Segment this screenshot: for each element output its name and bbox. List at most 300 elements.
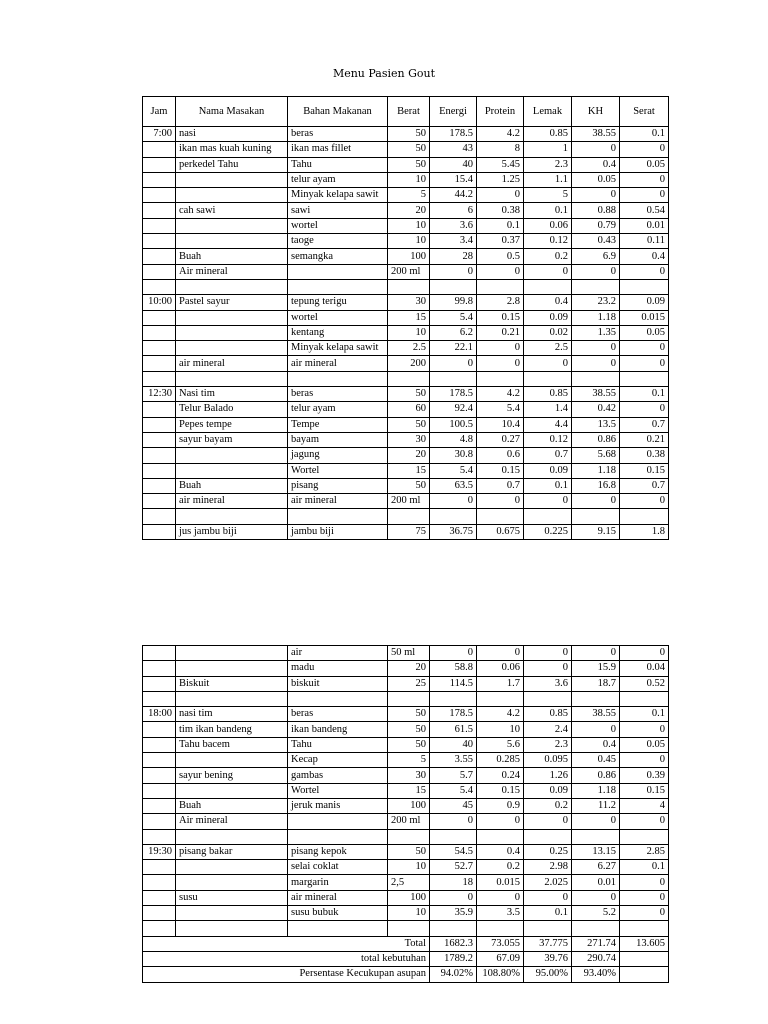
nama-masakan-cell: ikan mas kuah kuning xyxy=(176,142,288,157)
nama-masakan-cell xyxy=(176,448,288,463)
lemak-cell xyxy=(524,279,572,294)
jam-cell xyxy=(143,478,176,493)
bahan-makanan-cell: Tahu xyxy=(288,737,388,752)
table-row xyxy=(143,371,669,386)
serat-cell: 0.7 xyxy=(620,417,669,432)
lemak-cell: 1.1 xyxy=(524,172,572,187)
serat-cell: 4 xyxy=(620,798,669,813)
serat-cell: 0 xyxy=(620,142,669,157)
bahan-makanan-cell: air xyxy=(288,646,388,661)
kh-cell: 38.55 xyxy=(572,707,620,722)
bahan-makanan-cell: biskuit xyxy=(288,676,388,691)
energi-cell: 18 xyxy=(430,875,477,890)
protein-cell: 10 xyxy=(477,722,524,737)
protein-cell: 0.2 xyxy=(477,860,524,875)
nama-masakan-cell xyxy=(176,325,288,340)
nama-masakan-cell: Nasi tim xyxy=(176,387,288,402)
nama-masakan-cell xyxy=(176,783,288,798)
serat-cell xyxy=(620,371,669,386)
serat-cell: 0.54 xyxy=(620,203,669,218)
lemak-cell xyxy=(524,691,572,706)
berat-cell: 30 xyxy=(388,768,430,783)
jam-cell xyxy=(143,860,176,875)
jam-cell xyxy=(143,310,176,325)
kh-cell: 13.5 xyxy=(572,417,620,432)
energi-cell: 3.4 xyxy=(430,234,477,249)
protein-cell xyxy=(477,921,524,936)
lemak-cell: 5 xyxy=(524,188,572,203)
serat-cell: 0 xyxy=(620,341,669,356)
table-row xyxy=(143,875,669,890)
kh-cell: 0.42 xyxy=(572,402,620,417)
nama-masakan-cell xyxy=(176,661,288,676)
protein-cell: 0.285 xyxy=(477,753,524,768)
lemak-cell: 0 xyxy=(524,814,572,829)
jam-cell xyxy=(143,188,176,203)
energi-summary-cell: 1682.3 xyxy=(430,936,477,951)
bahan-makanan-cell: wortel xyxy=(288,310,388,325)
protein-cell: 0 xyxy=(477,264,524,279)
berat-cell: 75 xyxy=(388,524,430,539)
jam-cell xyxy=(143,661,176,676)
bahan-makanan-cell: Wortel xyxy=(288,463,388,478)
nama-masakan-cell xyxy=(176,921,288,936)
protein-cell: 0.21 xyxy=(477,325,524,340)
bahan-makanan-cell: Tempe xyxy=(288,417,388,432)
kh-cell: 6.27 xyxy=(572,860,620,875)
jam-cell xyxy=(143,341,176,356)
berat-cell: 50 xyxy=(388,844,430,859)
berat-cell: 10 xyxy=(388,234,430,249)
summary-row xyxy=(143,936,669,951)
summary-row xyxy=(143,951,669,966)
serat-cell: 0.11 xyxy=(620,234,669,249)
lemak-cell: 0.85 xyxy=(524,387,572,402)
lemak-cell: 0.1 xyxy=(524,906,572,921)
nama-masakan-cell: sayur bening xyxy=(176,768,288,783)
berat-cell: 20 xyxy=(388,448,430,463)
table-row xyxy=(143,860,669,875)
kh-cell: 0.43 xyxy=(572,234,620,249)
jam-cell xyxy=(143,371,176,386)
lemak-summary-cell: 39.76 xyxy=(524,951,572,966)
kh-cell: 0 xyxy=(572,188,620,203)
jam-cell xyxy=(143,402,176,417)
table-row xyxy=(143,906,669,921)
serat-cell: 0.38 xyxy=(620,448,669,463)
nama-masakan-cell xyxy=(176,646,288,661)
protein-cell xyxy=(477,371,524,386)
berat-cell: 20 xyxy=(388,661,430,676)
nama-masakan-cell: tim ikan bandeng xyxy=(176,722,288,737)
lemak-cell: 0 xyxy=(524,646,572,661)
protein-cell xyxy=(477,509,524,524)
nama-masakan-cell xyxy=(176,172,288,187)
energi-cell: 6 xyxy=(430,203,477,218)
lemak-cell: 0 xyxy=(524,890,572,905)
lemak-cell xyxy=(524,829,572,844)
lemak-cell: 0.02 xyxy=(524,325,572,340)
bahan-makanan-cell: beras xyxy=(288,127,388,142)
kh-cell: 0.01 xyxy=(572,875,620,890)
berat-cell: 20 xyxy=(388,203,430,218)
energi-cell: 3.55 xyxy=(430,753,477,768)
kh-cell xyxy=(572,829,620,844)
lemak-cell xyxy=(524,921,572,936)
kh-cell: 0.4 xyxy=(572,737,620,752)
serat-cell: 0.52 xyxy=(620,676,669,691)
jam-cell xyxy=(143,432,176,447)
energi-cell: 0 xyxy=(430,264,477,279)
energi-cell: 100.5 xyxy=(430,417,477,432)
bahan-makanan-cell: gambas xyxy=(288,768,388,783)
table-row xyxy=(143,127,669,142)
protein-cell: 5.6 xyxy=(477,737,524,752)
kh-cell: 6.9 xyxy=(572,249,620,264)
kh-cell: 0 xyxy=(572,341,620,356)
summary-label: total kebutuhan xyxy=(143,951,430,966)
lemak-cell xyxy=(524,371,572,386)
bahan-makanan-cell xyxy=(288,921,388,936)
serat-cell: 0 xyxy=(620,172,669,187)
kh-cell xyxy=(572,279,620,294)
energi-cell: 28 xyxy=(430,249,477,264)
lemak-cell: 0 xyxy=(524,661,572,676)
energi-cell xyxy=(430,691,477,706)
serat-cell: 0 xyxy=(620,646,669,661)
protein-cell: 0.5 xyxy=(477,249,524,264)
bahan-makanan-cell: wortel xyxy=(288,218,388,233)
protein-summary-cell: 67.09 xyxy=(477,951,524,966)
berat-cell: 50 xyxy=(388,142,430,157)
table-row xyxy=(143,203,669,218)
nama-masakan-cell: nasi tim xyxy=(176,707,288,722)
bahan-makanan-cell: air mineral xyxy=(288,494,388,509)
column-header-protein: Protein xyxy=(477,97,524,127)
nama-masakan-cell: pisang bakar xyxy=(176,844,288,859)
jam-cell: 18:00 xyxy=(143,707,176,722)
lemak-summary-cell: 37.775 xyxy=(524,936,572,951)
lemak-cell: 0.85 xyxy=(524,127,572,142)
protein-cell: 0.38 xyxy=(477,203,524,218)
jam-cell xyxy=(143,829,176,844)
kh-summary-cell: 93.40% xyxy=(572,967,620,982)
lemak-cell: 0.095 xyxy=(524,753,572,768)
serat-cell: 0.4 xyxy=(620,249,669,264)
table-row xyxy=(143,753,669,768)
serat-cell: 0.1 xyxy=(620,127,669,142)
bahan-makanan-cell: jagung xyxy=(288,448,388,463)
summary-row xyxy=(143,967,669,982)
kh-cell: 0 xyxy=(572,356,620,371)
berat-cell: 100 xyxy=(388,890,430,905)
berat-cell xyxy=(388,509,430,524)
protein-cell: 3.5 xyxy=(477,906,524,921)
energi-cell: 0 xyxy=(430,356,477,371)
energi-cell: 61.5 xyxy=(430,722,477,737)
protein-cell: 0 xyxy=(477,890,524,905)
serat-cell: 0.05 xyxy=(620,737,669,752)
bahan-makanan-cell: Wortel xyxy=(288,783,388,798)
serat-cell: 0.7 xyxy=(620,478,669,493)
table-row xyxy=(143,463,669,478)
berat-cell: 10 xyxy=(388,325,430,340)
nama-masakan-cell xyxy=(176,234,288,249)
energi-cell: 35.9 xyxy=(430,906,477,921)
table-row xyxy=(143,295,669,310)
jam-cell xyxy=(143,768,176,783)
protein-cell: 0.15 xyxy=(477,310,524,325)
protein-cell: 0 xyxy=(477,494,524,509)
bahan-makanan-cell: telur ayam xyxy=(288,172,388,187)
bahan-makanan-cell: telur ayam xyxy=(288,402,388,417)
jam-cell xyxy=(143,814,176,829)
jam-cell xyxy=(143,753,176,768)
jam-cell xyxy=(143,524,176,539)
jam-cell xyxy=(143,234,176,249)
kh-cell: 0 xyxy=(572,890,620,905)
lemak-cell: 0.7 xyxy=(524,448,572,463)
protein-cell: 0.675 xyxy=(477,524,524,539)
bahan-makanan-cell: Kecap xyxy=(288,753,388,768)
table-row xyxy=(143,814,669,829)
protein-cell: 0.24 xyxy=(477,768,524,783)
bahan-makanan-cell: air mineral xyxy=(288,890,388,905)
serat-summary-cell xyxy=(620,951,669,966)
nama-masakan-cell: cah sawi xyxy=(176,203,288,218)
serat-cell: 0 xyxy=(620,402,669,417)
lemak-cell: 0 xyxy=(524,356,572,371)
kh-cell: 0.88 xyxy=(572,203,620,218)
protein-cell: 1.7 xyxy=(477,676,524,691)
nama-masakan-cell: Telur Balado xyxy=(176,402,288,417)
energi-cell: 178.5 xyxy=(430,707,477,722)
energi-cell: 178.5 xyxy=(430,387,477,402)
berat-cell: 50 xyxy=(388,127,430,142)
energi-cell: 114.5 xyxy=(430,676,477,691)
kh-cell: 23.2 xyxy=(572,295,620,310)
bahan-makanan-cell: kentang xyxy=(288,325,388,340)
energi-cell: 40 xyxy=(430,737,477,752)
kh-cell: 0.79 xyxy=(572,218,620,233)
table-row xyxy=(143,737,669,752)
energi-cell: 0 xyxy=(430,890,477,905)
protein-cell: 0.4 xyxy=(477,844,524,859)
table-row xyxy=(143,142,669,157)
berat-cell: 10 xyxy=(388,906,430,921)
table-row xyxy=(143,249,669,264)
berat-cell xyxy=(388,371,430,386)
energi-cell: 0 xyxy=(430,646,477,661)
table-row xyxy=(143,768,669,783)
kh-cell: 0.4 xyxy=(572,157,620,172)
kh-cell: 0 xyxy=(572,814,620,829)
lemak-cell: 1.26 xyxy=(524,768,572,783)
jam-cell xyxy=(143,646,176,661)
bahan-makanan-cell: margarin xyxy=(288,875,388,890)
serat-cell: 0.1 xyxy=(620,860,669,875)
nama-masakan-cell: perkedel Tahu xyxy=(176,157,288,172)
nama-masakan-cell xyxy=(176,829,288,844)
nama-masakan-cell xyxy=(176,753,288,768)
document-title: Menu Pasien Gout xyxy=(332,67,436,80)
kh-cell: 0.86 xyxy=(572,768,620,783)
nama-masakan-cell: Air mineral xyxy=(176,264,288,279)
lemak-cell: 4.4 xyxy=(524,417,572,432)
nama-masakan-cell xyxy=(176,279,288,294)
energi-cell: 22.1 xyxy=(430,341,477,356)
protein-cell: 0.15 xyxy=(477,783,524,798)
lemak-cell: 0.09 xyxy=(524,463,572,478)
berat-cell: 100 xyxy=(388,798,430,813)
menu-table-page-2 xyxy=(142,645,669,983)
serat-cell: 0 xyxy=(620,875,669,890)
jam-cell xyxy=(143,142,176,157)
kh-cell: 38.55 xyxy=(572,127,620,142)
bahan-makanan-cell xyxy=(288,371,388,386)
nama-masakan-cell xyxy=(176,218,288,233)
menu-table-page-1 xyxy=(142,96,669,540)
kh-cell xyxy=(572,691,620,706)
lemak-cell: 0.06 xyxy=(524,218,572,233)
nama-masakan-cell xyxy=(176,188,288,203)
table-row xyxy=(143,325,669,340)
bahan-makanan-cell: beras xyxy=(288,707,388,722)
jam-cell xyxy=(143,737,176,752)
table-row xyxy=(143,432,669,447)
bahan-makanan-cell: Minyak kelapa sawit xyxy=(288,341,388,356)
energi-cell: 4.8 xyxy=(430,432,477,447)
table-row xyxy=(143,661,669,676)
protein-cell: 4.2 xyxy=(477,387,524,402)
berat-cell: 2,5 xyxy=(388,875,430,890)
serat-cell xyxy=(620,921,669,936)
bahan-makanan-cell xyxy=(288,264,388,279)
table-row xyxy=(143,921,669,936)
kh-cell: 18.7 xyxy=(572,676,620,691)
protein-cell: 0 xyxy=(477,341,524,356)
berat-cell: 50 xyxy=(388,478,430,493)
serat-cell: 0.15 xyxy=(620,463,669,478)
berat-cell: 50 xyxy=(388,707,430,722)
protein-summary-cell: 108.80% xyxy=(477,967,524,982)
protein-cell: 0 xyxy=(477,814,524,829)
jam-cell xyxy=(143,921,176,936)
berat-cell: 25 xyxy=(388,676,430,691)
berat-cell: 200 ml xyxy=(388,264,430,279)
lemak-cell: 2.3 xyxy=(524,157,572,172)
protein-cell: 5.45 xyxy=(477,157,524,172)
jam-cell xyxy=(143,203,176,218)
jam-cell xyxy=(143,172,176,187)
jam-cell xyxy=(143,279,176,294)
bahan-makanan-cell: ikan bandeng xyxy=(288,722,388,737)
nama-masakan-cell: jus jambu biji xyxy=(176,524,288,539)
kh-cell xyxy=(572,509,620,524)
jam-cell xyxy=(143,157,176,172)
jam-cell xyxy=(143,906,176,921)
table-row xyxy=(143,890,669,905)
serat-summary-cell: 13.605 xyxy=(620,936,669,951)
protein-cell: 0.9 xyxy=(477,798,524,813)
column-header-berat: Berat xyxy=(388,97,430,127)
nama-masakan-cell: sayur bayam xyxy=(176,432,288,447)
jam-cell xyxy=(143,875,176,890)
berat-cell xyxy=(388,921,430,936)
bahan-makanan-cell: jeruk manis xyxy=(288,798,388,813)
kh-cell: 38.55 xyxy=(572,387,620,402)
serat-cell: 0.1 xyxy=(620,707,669,722)
berat-cell: 200 xyxy=(388,356,430,371)
serat-cell: 0.04 xyxy=(620,661,669,676)
lemak-cell: 1.4 xyxy=(524,402,572,417)
berat-cell: 10 xyxy=(388,218,430,233)
protein-cell: 0.15 xyxy=(477,463,524,478)
bahan-makanan-cell: pisang xyxy=(288,478,388,493)
serat-cell: 0 xyxy=(620,722,669,737)
nama-masakan-cell: Pastel sayur xyxy=(176,295,288,310)
berat-cell: 10 xyxy=(388,860,430,875)
table-row xyxy=(143,509,669,524)
table-row xyxy=(143,798,669,813)
energi-cell: 5.4 xyxy=(430,310,477,325)
lemak-cell: 0.2 xyxy=(524,798,572,813)
bahan-makanan-cell xyxy=(288,509,388,524)
protein-cell xyxy=(477,691,524,706)
kh-cell: 0.45 xyxy=(572,753,620,768)
protein-cell: 0.1 xyxy=(477,218,524,233)
lemak-cell: 0.1 xyxy=(524,478,572,493)
lemak-cell xyxy=(524,509,572,524)
protein-cell: 10.4 xyxy=(477,417,524,432)
table-row xyxy=(143,783,669,798)
energi-cell xyxy=(430,829,477,844)
kh-cell: 15.9 xyxy=(572,661,620,676)
jam-cell xyxy=(143,264,176,279)
serat-cell xyxy=(620,829,669,844)
serat-cell: 0.39 xyxy=(620,768,669,783)
protein-cell: 0.6 xyxy=(477,448,524,463)
bahan-makanan-cell: semangka xyxy=(288,249,388,264)
serat-cell: 0.05 xyxy=(620,325,669,340)
lemak-cell: 0.12 xyxy=(524,432,572,447)
nama-masakan-cell xyxy=(176,310,288,325)
serat-cell xyxy=(620,509,669,524)
jam-cell xyxy=(143,798,176,813)
protein-cell: 5.4 xyxy=(477,402,524,417)
bahan-makanan-cell: jambu biji xyxy=(288,524,388,539)
column-header-serat: Serat xyxy=(620,97,669,127)
table-row xyxy=(143,264,669,279)
berat-cell: 15 xyxy=(388,463,430,478)
serat-cell: 0.21 xyxy=(620,432,669,447)
protein-cell: 0.37 xyxy=(477,234,524,249)
nama-masakan-cell: Buah xyxy=(176,798,288,813)
serat-cell: 0.01 xyxy=(620,218,669,233)
table-row xyxy=(143,157,669,172)
protein-cell xyxy=(477,279,524,294)
nama-masakan-cell xyxy=(176,509,288,524)
lemak-cell: 1 xyxy=(524,142,572,157)
jam-cell xyxy=(143,218,176,233)
berat-cell: 15 xyxy=(388,310,430,325)
table-row xyxy=(143,676,669,691)
protein-cell: 0.7 xyxy=(477,478,524,493)
serat-cell xyxy=(620,691,669,706)
protein-cell: 1.25 xyxy=(477,172,524,187)
serat-cell: 0 xyxy=(620,890,669,905)
table-row xyxy=(143,387,669,402)
